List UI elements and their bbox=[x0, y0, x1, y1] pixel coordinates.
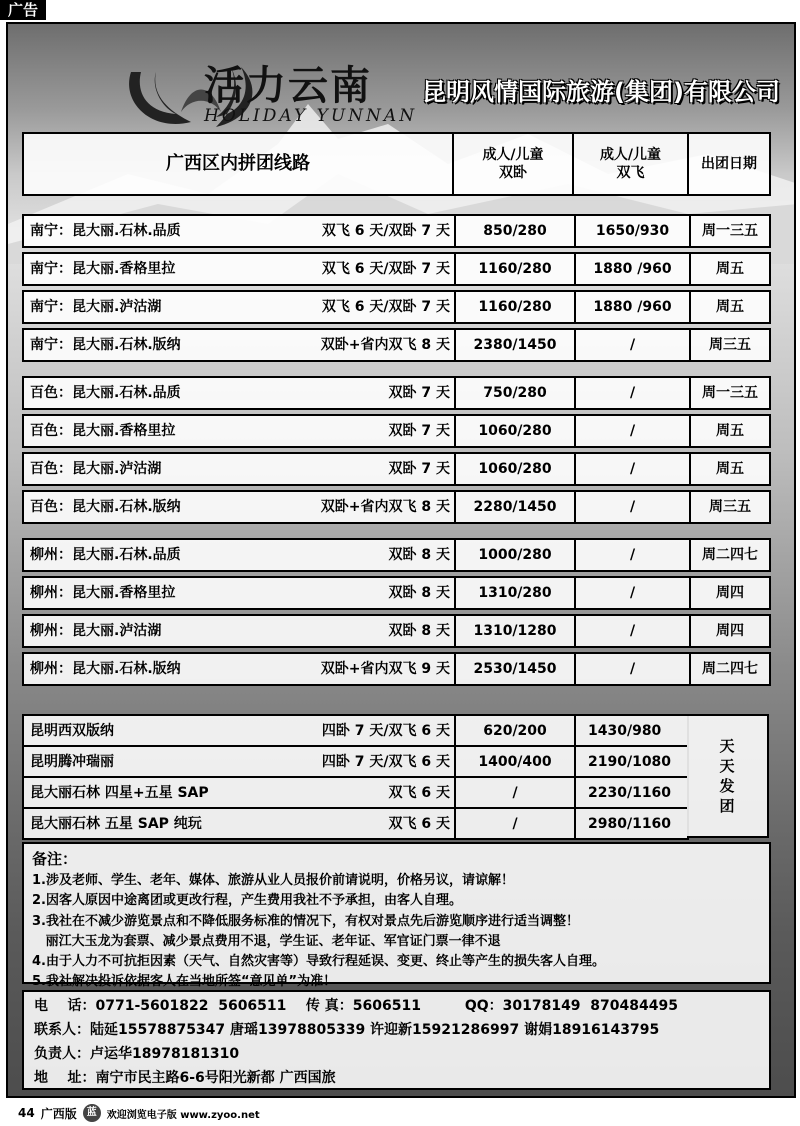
brand-english: HOLIDAY YUNNAN bbox=[204, 106, 418, 126]
price-flight: / bbox=[574, 578, 689, 608]
departure-days: 周三五 bbox=[689, 330, 769, 360]
route-name: 南宁：昆大丽.香格里拉 bbox=[30, 261, 176, 277]
route-name: 柳州：昆大丽.香格里拉 bbox=[30, 585, 176, 601]
route-days: 双卧+省内双飞 8 天 bbox=[320, 499, 450, 515]
price-sleeper: 1060/280 bbox=[454, 416, 574, 446]
header-flight-price: 成人/儿童 双飞 bbox=[574, 134, 689, 194]
price-flight: / bbox=[574, 540, 689, 570]
price-flight: / bbox=[574, 454, 689, 484]
price-sleeper: 1160/280 bbox=[454, 292, 574, 322]
route-days: 双卧 8 天 bbox=[388, 623, 450, 639]
brand-name: 活力云南 bbox=[204, 62, 372, 109]
note-item: 2.因客人原因中途离团或更改行程，产生费用我社不予承担，由客人自理。 bbox=[32, 893, 462, 909]
price-sleeper: 2380/1450 bbox=[454, 330, 574, 360]
daily-departure bbox=[687, 714, 769, 838]
note-item: 1.涉及老师、学生、老年、媒体、旅游从业人员报价前请说明，价格另议，请谅解！ bbox=[32, 873, 514, 889]
header-sleeper-price: 成人/儿童 双卧 bbox=[454, 134, 574, 194]
route-name: 南宁：昆大丽.泸沽湖 bbox=[30, 299, 162, 315]
route-days: 双卧+省内双飞 8 天 bbox=[320, 337, 450, 353]
route-row bbox=[22, 252, 771, 286]
departure-days: 周一三五 bbox=[689, 216, 769, 246]
route-days: 四卧 7 天/双飞 6 天 bbox=[321, 754, 450, 770]
edition-badge-icon: 蓝 bbox=[83, 1104, 101, 1122]
table-header bbox=[22, 132, 771, 196]
footer-site: 欢迎浏览电子版 www.zyoo.net bbox=[106, 1109, 260, 1121]
route-name: 百色：昆大丽.石林.品质 bbox=[30, 385, 181, 401]
route-name: 百色：昆大丽.石林.版纳 bbox=[30, 499, 181, 515]
note-item: 4.由于人力不可抗拒因素（天气、自然灾害等）导致行程延误、变更、终止等产生的损失客人自理。 bbox=[32, 953, 605, 969]
departure-days: 周二四七 bbox=[689, 540, 769, 570]
price-sleeper: 850/280 bbox=[454, 216, 574, 246]
route-name: 柳州：昆大丽.泸沽湖 bbox=[30, 623, 162, 639]
kunming-route-row bbox=[22, 807, 689, 840]
price-sleeper: 1000/280 bbox=[454, 540, 574, 570]
route-row bbox=[22, 414, 771, 448]
notes-title: 备注： bbox=[32, 850, 78, 868]
route-days: 双飞 6 天/双卧 7 天 bbox=[321, 223, 450, 239]
route-days: 双卧 8 天 bbox=[388, 585, 450, 601]
route-row bbox=[22, 490, 771, 524]
price-sleeper: 1400/400 bbox=[454, 747, 574, 777]
notes-list bbox=[32, 871, 761, 992]
header-departure: 出团日期 bbox=[701, 155, 757, 172]
route-row bbox=[22, 328, 771, 362]
kunming-route-row bbox=[22, 714, 689, 747]
note-item: 5.我社解决投诉依据客人在当地所签“意见单”为准！ bbox=[32, 973, 337, 989]
departure-days: 周四 bbox=[689, 616, 769, 646]
price-sleeper: 1310/1280 bbox=[454, 616, 574, 646]
route-days: 双卧 7 天 bbox=[388, 385, 450, 401]
price-flight: 1880 /960 bbox=[574, 292, 689, 322]
contact-box bbox=[22, 990, 771, 1090]
route-name: 昆大丽石林 五星 SAP 纯玩 bbox=[30, 816, 202, 832]
route-name: 昆明西双版纳 bbox=[30, 723, 114, 739]
price-sleeper: / bbox=[454, 809, 574, 839]
departure-days: 周五 bbox=[689, 454, 769, 484]
route-name: 昆明腾冲瑞丽 bbox=[30, 754, 114, 770]
route-row bbox=[22, 538, 771, 572]
price-flight: 2980/1160 bbox=[574, 809, 689, 839]
route-row bbox=[22, 652, 771, 686]
route-name: 百色：昆大丽.泸沽湖 bbox=[30, 461, 162, 477]
header-route: 广西区内拼团线路 bbox=[24, 134, 454, 194]
route-days: 双飞 6 天/双卧 7 天 bbox=[321, 299, 450, 315]
route-name: 柳州：昆大丽.石林.版纳 bbox=[30, 661, 181, 677]
price-flight: 1880 /960 bbox=[574, 254, 689, 284]
price-flight: 2190/1080 bbox=[574, 747, 689, 777]
departure-days: 周二四七 bbox=[689, 654, 769, 684]
route-days: 双飞 6 天 bbox=[388, 816, 450, 832]
daily-departure-char: 团 bbox=[719, 797, 735, 816]
price-sleeper: 1060/280 bbox=[454, 454, 574, 484]
price-sleeper: 1310/280 bbox=[454, 578, 574, 608]
price-flight: / bbox=[574, 654, 689, 684]
route-days: 双卧 7 天 bbox=[388, 461, 450, 477]
price-flight: / bbox=[574, 330, 689, 360]
price-sleeper: 2530/1450 bbox=[454, 654, 574, 684]
route-row bbox=[22, 290, 771, 324]
route-name: 昆大丽石林 四星+五星 SAP bbox=[30, 785, 209, 801]
daily-departure-char: 天 bbox=[719, 756, 735, 775]
route-days: 双飞 6 天/双卧 7 天 bbox=[321, 261, 450, 277]
departure-days: 周三五 bbox=[689, 492, 769, 522]
route-days: 四卧 7 天/双飞 6 天 bbox=[321, 723, 450, 739]
page-footer bbox=[18, 1104, 260, 1122]
route-days: 双飞 6 天 bbox=[388, 785, 450, 801]
company-name: 昆明风情国际旅游(集团)有限公司 bbox=[422, 78, 780, 106]
route-days: 双卧 7 天 bbox=[388, 423, 450, 439]
price-sleeper: 2280/1450 bbox=[454, 492, 574, 522]
route-row bbox=[22, 376, 771, 410]
departure-days: 周五 bbox=[689, 292, 769, 322]
contact-address: 地 址：南宁市民主路6-6号阳光新都 广西国旅 bbox=[34, 1070, 336, 1086]
ad-tag: 广告 bbox=[0, 0, 46, 20]
kunming-route-row bbox=[22, 776, 689, 809]
route-name: 南宁：昆大丽.石林.版纳 bbox=[30, 337, 181, 353]
route-days: 双卧 8 天 bbox=[388, 547, 450, 563]
departure-days: 周一三五 bbox=[689, 378, 769, 408]
route-days: 双卧+省内双飞 9 天 bbox=[320, 661, 450, 677]
price-flight: / bbox=[574, 492, 689, 522]
price-sleeper: / bbox=[454, 778, 574, 808]
price-flight: 1650/930 bbox=[574, 216, 689, 246]
route-row bbox=[22, 576, 771, 610]
departure-days: 周四 bbox=[689, 578, 769, 608]
price-flight: 2230/1160 bbox=[574, 778, 689, 808]
note-item: 3.我社在不减少游览景点和不降低服务标准的情况下，有权对景点先后游览顺序进行适当调整！ bbox=[32, 913, 579, 929]
notes-box bbox=[22, 842, 771, 989]
contact-manager: 负责人：卢运华18978181310 bbox=[34, 1046, 240, 1062]
page-number: 44 bbox=[18, 1106, 35, 1120]
daily-departure-char: 发 bbox=[719, 777, 735, 795]
route-name: 南宁：昆大丽.石林.品质 bbox=[30, 223, 181, 239]
contact-phone: 电 话：0771-5601822 5606511 传 真：5606511 QQ：30178149 870484495 bbox=[34, 998, 678, 1014]
price-sleeper: 1160/280 bbox=[454, 254, 574, 284]
route-name: 百色：昆大丽.香格里拉 bbox=[30, 423, 176, 439]
price-flight: / bbox=[574, 416, 689, 446]
edition-label: 广西版 bbox=[40, 1106, 77, 1121]
price-sleeper: 750/280 bbox=[454, 378, 574, 408]
price-flight: / bbox=[574, 616, 689, 646]
kunming-route-row bbox=[22, 745, 689, 778]
daily-departure-char: 天 bbox=[719, 736, 735, 755]
note-item: 丽江大玉龙为套票、减少景点费用不退，学生证、老年证、军官证门票一律不退 bbox=[32, 933, 501, 949]
route-row bbox=[22, 452, 771, 486]
departure-days: 周五 bbox=[689, 254, 769, 284]
price-flight: / bbox=[574, 378, 689, 408]
departure-days: 周五 bbox=[689, 416, 769, 446]
price-sleeper: 620/200 bbox=[454, 716, 574, 746]
price-flight: 1430/980 bbox=[574, 716, 689, 746]
contact-people: 联系人：陆延15578875347 唐瑶13978805339 许迎新15921286997 谢娟18916143795 bbox=[34, 1022, 660, 1038]
route-row bbox=[22, 614, 771, 648]
route-name: 柳州：昆大丽.石林.品质 bbox=[30, 547, 181, 563]
route-row bbox=[22, 214, 771, 248]
